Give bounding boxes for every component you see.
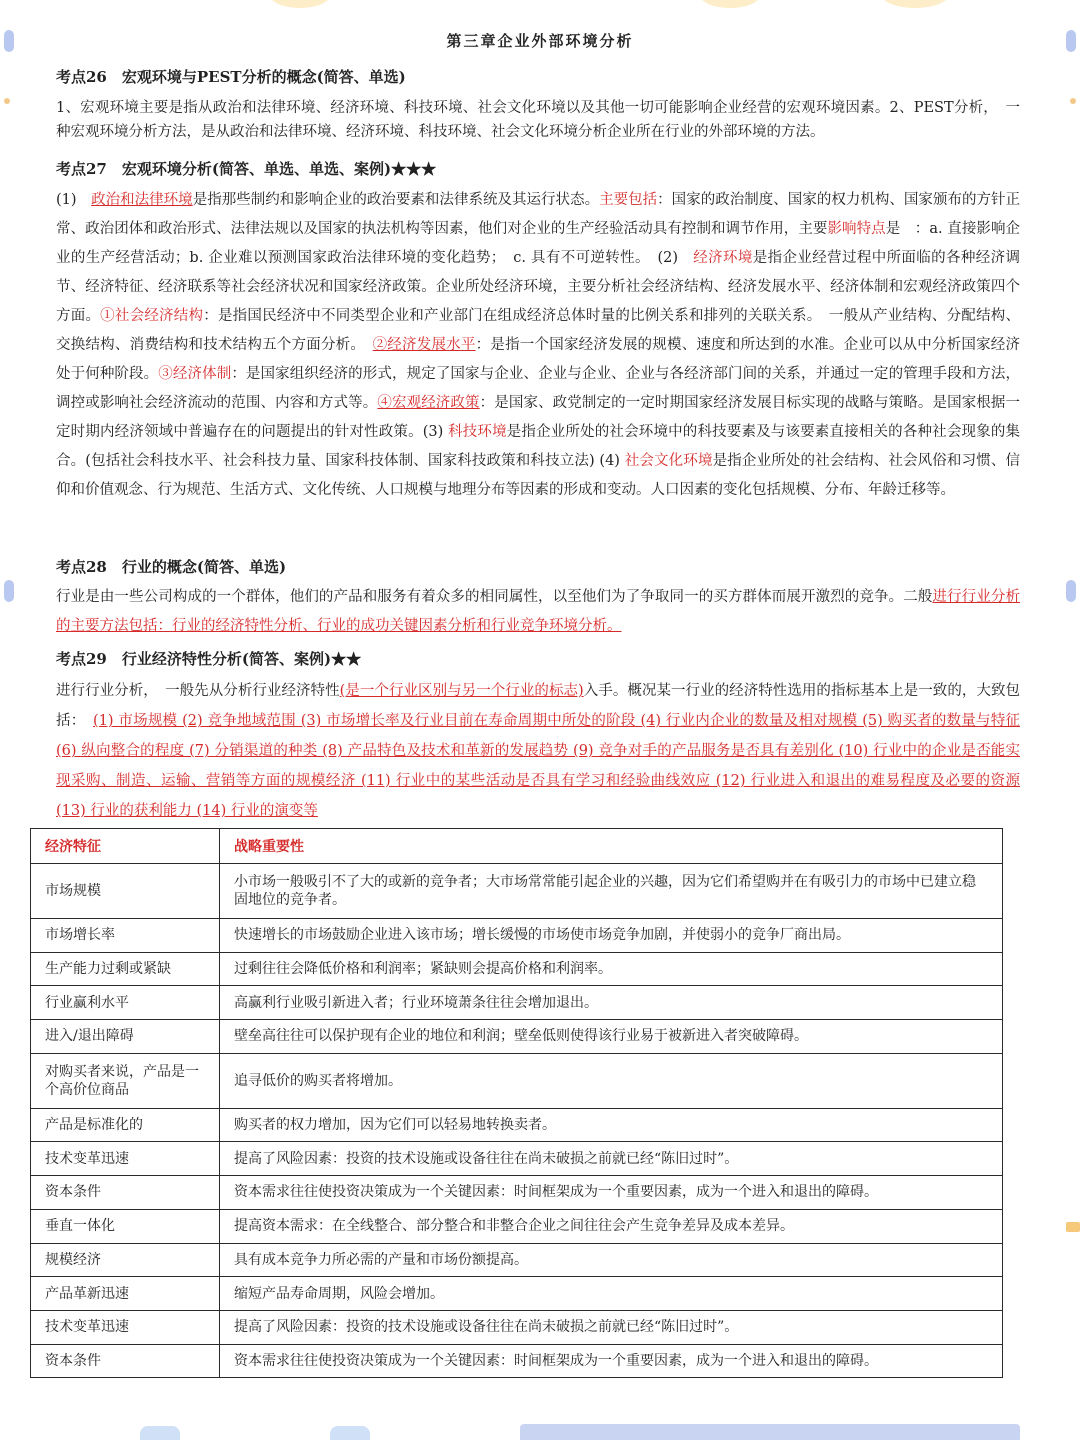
text-run: ：国家的政治制度、国家的权力机构、国家颁布的方针正常、政治团体和政治形式、法律法规以及国家的执法机构等因素，他们对企业的生产经验活动具有控制和调节作用，主要 xyxy=(56,192,1021,237)
point28-text xyxy=(56,583,1020,641)
table-cell-feature: 规模经济 xyxy=(31,1243,220,1277)
text-run: ：是指国民经济中不同类型企业和产业部门在组成经济总体时量的比例关系和排列的关联关系。 一般从产业结构、分配结构、交换结构、消费结构和技术结构五个方面分析。 xyxy=(56,308,1021,353)
table-row xyxy=(31,986,1003,1020)
table-row xyxy=(31,1020,1003,1054)
highlight-term: 政治和法律环境 xyxy=(91,192,193,208)
table-cell-feature: 行业赢利水平 xyxy=(31,986,220,1020)
table-cell-feature: 产品是标准化的 xyxy=(31,1108,220,1142)
text-run: ：是指一个国家经济发展的规模、速度和所达到的水准。企业可以从中分析国家经济处于何种阶段。 xyxy=(56,337,1021,382)
decor-shape xyxy=(1066,1222,1080,1232)
point29-text xyxy=(56,676,1020,826)
highlight-term: 社会文化环境 xyxy=(624,453,713,469)
table-cell-importance: 小市场一般吸引不了大的或新的竞争者；大市场常常能引起企业的兴趣，因为它们希望购并在有吸引力的市场中已建立稳固地位的竞争者。 xyxy=(220,864,1003,919)
decor-shape xyxy=(4,98,10,104)
text-run: 是 ：a. 直接影响企业的生产经营活动；b. 企业难以预测国家政治法律环境的变化趋势； c. 具有不可逆转性。 (2) xyxy=(56,221,1020,266)
table-cell-feature: 进入/退出障碍 xyxy=(31,1020,220,1054)
table-cell-feature: 对购买者来说，产品是一个高价位商品 xyxy=(31,1053,220,1108)
table-row xyxy=(31,864,1003,919)
table-cell-feature: 资本条件 xyxy=(31,1176,220,1210)
table-cell-feature: 产品革新迅速 xyxy=(31,1277,220,1311)
highlight-term: 科技环境 xyxy=(448,424,507,440)
table-row xyxy=(31,1310,1003,1344)
table-row xyxy=(31,1176,1003,1210)
highlight-term: (是一个行业区别与另一个行业的标志) xyxy=(339,683,584,699)
table-cell-importance: 具有成本竞争力所必需的产量和市场份额提高。 xyxy=(220,1243,1003,1277)
table-header-cell: 战略重要性 xyxy=(220,829,1003,864)
table-cell-feature: 资本条件 xyxy=(31,1344,220,1378)
text-run: 进行行业分析， 一般先从分析行业经济特性 xyxy=(56,683,340,699)
chapter-title: 第三章企业外部环境分析 xyxy=(446,32,634,50)
highlight-term: 主要包括 xyxy=(599,192,658,208)
table-cell-feature: 技术变革迅速 xyxy=(31,1310,220,1344)
table-cell-importance: 资本需求往往使投资决策成为一个关键因素：时间框架成为一个重要因素，成为一个进入和退出的障碍。 xyxy=(220,1176,1003,1210)
text-run: (1) xyxy=(56,192,92,208)
text-run: ：是国家组织经济的形式，规定了国家与企业、企业与企业、企业与各经济部门间的关系，并通过一定的管理手段和方法，调控或影响社会经济流动的范围、内容和方式等。 xyxy=(56,366,1021,411)
highlight-term: 经济环境 xyxy=(693,250,753,266)
highlight-term: 进行行业分析的主要方法包括：行业的经济特性分析、行业的成功关键因素分析和行业竞争环境分析。 xyxy=(56,589,1021,634)
decor-shape xyxy=(330,1426,370,1440)
table-cell-importance: 追寻低价的购买者将增加。 xyxy=(220,1053,1003,1108)
table-row xyxy=(31,1108,1003,1142)
point28-heading: 考点28 行业的概念(简答、单选) xyxy=(56,558,287,576)
table-cell-feature: 生产能力过剩或紧缺 xyxy=(31,952,220,986)
decor-shape xyxy=(140,1426,180,1440)
decor-shape xyxy=(1070,98,1076,104)
table-cell-importance: 快速增长的市场鼓励企业进入该市场；增长缓慢的市场使市场竞争加剧，并使弱小的竞争厂商出局。 xyxy=(220,919,1003,953)
point26-text: 1、宏观环境主要是指从政治和法律环境、经济环境、科技环境、社会文化环境以及其他一切可能影响企业经营的宏观环境因素。2、PEST分析， 一种宏观环境分析方法，是从政治和法律环境、经济环境、科技环境、社会文化环境分析企业所在行业的外部环境的方法。 xyxy=(56,100,1020,140)
table-row xyxy=(31,1344,1003,1378)
highlight-term: 影响特点 xyxy=(827,221,886,237)
highlight-term: ③经济体制 xyxy=(158,366,232,382)
table-header-cell: 经济特征 xyxy=(31,829,220,864)
economic-features-table xyxy=(30,828,1003,1378)
highlight-term: ④宏观经济政策 xyxy=(377,395,480,411)
table-cell-importance: 资本需求往往使投资决策成为一个关键因素：时间框架成为一个重要因素，成为一个进入和退出的障碍。 xyxy=(220,1344,1003,1378)
table-cell-feature: 市场规模 xyxy=(31,864,220,919)
table-row xyxy=(31,1142,1003,1176)
table-header-row xyxy=(31,829,1003,864)
table-cell-importance: 提高了风险因素：投资的技术设施或设备往往在尚未破损之前就已经“陈旧过时”。 xyxy=(220,1310,1003,1344)
point27-heading: 考点27 宏观环境分析(简答、单选、单选、案例)★★★ xyxy=(56,160,437,178)
table-cell-importance: 提高资本需求：在全线整合、部分整合和非整合企业之间往往会产生竞争差异及成本差异。 xyxy=(220,1209,1003,1243)
table-cell-importance: 过剩往往会降低价格和利润率；紧缺则会提高价格和利润率。 xyxy=(220,952,1003,986)
point29-heading: 考点29 行业经济特性分析(简答、案例)★★ xyxy=(56,650,362,668)
table-row xyxy=(31,952,1003,986)
table-cell-importance: 购买者的权力增加，因为它们可以轻易地转换卖者。 xyxy=(220,1108,1003,1142)
table-cell-importance: 壁垒高往往可以保护现有企业的地位和利润；壁垒低则使得该行业易于被新进入者突破障碍。 xyxy=(220,1020,1003,1054)
table-row xyxy=(31,1053,1003,1108)
point27-text xyxy=(56,186,1020,505)
highlight-term: (1) 市场规模 (2) 竞争地域范围 (3) 市场增长率及行业目前在寿命周期中所处的阶段 (4) 行业内企业的数量及相对规模 (5) 购买者的数量与特征 (6) 纵向整合的程度 (7) 分销渠道的种类 (8) 产品特色及技术和革新的发展趋势 (9) 竞争对手的产品服务是否具有差别化 (10) 行业中的企业是否能实现采购、制造、运输、营销等方面的规模经济 (11) 行业中的某些活动是否具有学习和经验曲线效应 (12) 行业进入和退出的难易程度及必要的资源 (13) 行业的获利能力 (14) 行业的演变等 xyxy=(56,713,1020,819)
table-cell-feature: 市场增长率 xyxy=(31,919,220,953)
decor-shape xyxy=(520,1424,1020,1440)
decor-shape xyxy=(1066,580,1076,602)
table-row xyxy=(31,1277,1003,1311)
highlight-term: ②经济发展水平 xyxy=(372,337,476,353)
text-run: 是指那些制约和影响企业的政治要素和法律系统及其运行状态。 xyxy=(192,192,600,208)
table-cell-importance: 提高了风险因素：投资的技术设施或设备往往在尚未破损之前就已经“陈旧过时”。 xyxy=(220,1142,1003,1176)
table-cell-importance: 缩短产品寿命周期，风险会增加。 xyxy=(220,1277,1003,1311)
table-cell-importance: 高赢利行业吸引新进入者；行业环境萧条往往会增加退出。 xyxy=(220,986,1003,1020)
text-run: 行业是由一些公司构成的一个群体，他们的产品和服务有着众多的相同属性，以至他们为了争取同一的买方群体而展开激烈的竞争。二般 xyxy=(56,589,933,605)
decor-shape xyxy=(880,0,950,8)
decor-shape xyxy=(4,580,14,602)
table-cell-feature: 技术变革迅速 xyxy=(31,1142,220,1176)
decor-shape xyxy=(270,0,330,8)
text-run: 是指企业所处的社会环境中的科技要素及与该要素直接相关的各种社会现象的集合。(包括社会科技水平、社会科技力量、国家科技体制、国家科技政策和科技立法) (4) xyxy=(56,424,1021,469)
point26-heading: 考点26 宏观环境与PEST分析的概念(简答、单选) xyxy=(56,68,406,86)
table-row xyxy=(31,1209,1003,1243)
table-row xyxy=(31,1243,1003,1277)
table-cell-feature: 垂直一体化 xyxy=(31,1209,220,1243)
text-run: ：是国家、政党制定的一定时期国家经济发展目标实现的战略与策略。是国家根据一定时期内经济领域中普遍存在的问题提出的针对性政策。(3) xyxy=(56,395,1021,440)
highlight-term: ①社会经济结构 xyxy=(100,308,204,324)
text-run: 入手。概况某一行业的经济特性选用的指标基本上是一致的，大致包括： xyxy=(56,683,1021,729)
decor-shape xyxy=(700,0,760,8)
text-run: 是指企业所处的社会结构、社会风俗和习惯、信仰和价值观念、行为规范、生活方式、文化传统、人口规模与地理分布等因素的形成和变动。人口因素的变化包括规模、分布、年龄迁移等。 xyxy=(56,453,1021,498)
table-row xyxy=(31,919,1003,953)
text-run: 是指企业经营过程中所面临的各种经济调节、经济特征、经济联系等社会经济状况和国家经济政策。企业所处经济环境，主要分析社会经济结构、经济发展水平、经济体制和宏观经济政策四个方面。 xyxy=(56,250,1021,324)
